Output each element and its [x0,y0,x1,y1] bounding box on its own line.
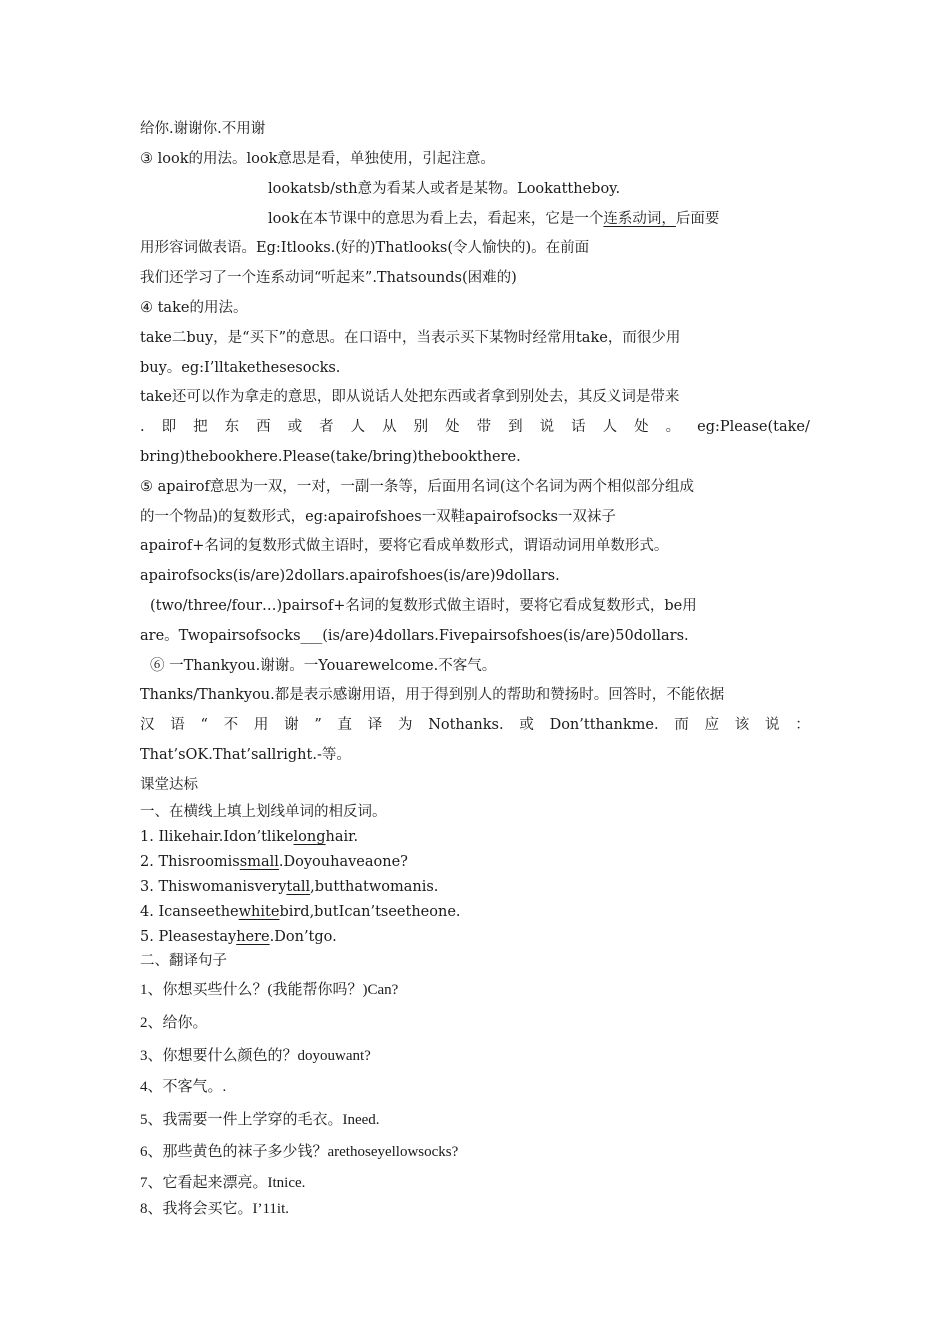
text-token: 为 [397,717,413,733]
text-line: 的一个物品)的复数形式，eg:apairofshoes一双鞋apairofsocks一双袜子 [140,509,616,525]
text-token: 别 [413,419,429,435]
underlined-word: long [293,829,326,845]
text-line: ③ look的用法。look意思是看，单独使用，引起注意。 [140,151,495,167]
text-span: hair. [325,829,359,845]
text-line: (two/three/four…)pairsof+名词的复数形式做主语时，要将它看成复数形式，be用 [150,598,697,614]
text-token: 人 [602,419,618,435]
text-token: 到 [508,419,523,435]
section-heading: 课堂达标 [140,777,198,793]
text-span: ,butthatwomanis. [310,879,439,895]
underlined-word: white [238,904,280,920]
text-token: 汉 [140,717,155,733]
translation-item: 5、我需要一件上学穿的毛衣。Ineed. [140,1112,380,1128]
text-span: bird,butIcan’tseetheone. [279,904,461,920]
text-span: 5. Pleasestay [140,929,237,945]
underlined-word: tall [286,879,311,895]
exercise-item [140,927,810,947]
text-line: are。Twopairsofsocks___(is/are)4dollars.Fivepairsofshoes(is/are)50dollars. [140,628,689,644]
text-line: That’sOK.That’sallright.-等。 [140,747,351,763]
text-token: 谢 [284,717,299,733]
text-token: 人 [350,419,366,435]
text-token: 应 [704,717,720,733]
translation-item: 3、你想要什么颜色的？doyouwant? [140,1048,371,1064]
text-line: take二buy，是“买下”的意思。在口语中，当表示买下某物时经常用take，而很少用 [140,330,681,346]
underlined-word: small [239,854,279,870]
text-line: bring)thebookhere.Please(take/bring)thebookthere. [140,449,521,465]
text-token: 者 [319,419,334,435]
exercise-item [140,877,810,897]
text-line: take还可以作为拿走的意思，即从说话人处把东西或者拿到别处去，其反义词是带来 [140,389,680,405]
translation-item: 8、我将会买它。I’11it. [140,1201,290,1217]
text-token: eg:Please(take/ [697,419,810,435]
exercise-item [140,902,810,922]
text-line: apairof+名词的复数形式做主语时，要将它看成单数形式，谓语动词用单数形式。 [140,538,669,554]
text-line: lookatsb/sth意为看某人或者是某物。Lookattheboy. [268,181,621,197]
exercise-item [140,827,810,847]
text-token: 处 [445,419,460,435]
text-line: apairofsocks(is/are)2dollars.apairofshoes(is/are)9dollars. [140,568,560,584]
translation-item: 4、不客气。. [140,1079,227,1095]
text-line: buy。eg:I’lltakethesesocks. [140,360,341,376]
text-token: 说 [539,419,555,435]
text-span: .Don’tgo. [269,929,337,945]
text-token: 东 [224,419,240,435]
text-span: 2. Thisroomis [140,854,240,870]
text-token: Don’tthankme. [549,717,659,733]
text-span: 后面要 [675,211,720,227]
text-token: 即 [161,419,177,435]
text-token: ： [795,717,810,733]
exercise-instruction: 一、在横线上填上划线单词的相反词。 [140,804,387,820]
text-line: ⑥ 一Thankyou.谢谢。一Youarewelcome.不客气。 [150,658,497,674]
text-token: “ [200,717,208,733]
text-token: 说 [765,717,780,733]
text-line: 给你.谢谢你.不用谢 [140,121,266,137]
text-line: 用形容词做表语。Eg:Itlooks.(好的)Thatlooks(令人愉快的)。在前面 [140,240,590,256]
exercise-instruction: 二、翻译句子 [140,953,227,969]
text-token: Nothanks. [428,717,504,733]
text-token: 带 [476,419,492,435]
text-line: 我们还学习了一个连系动词“听起来”.Thatsounds(困难的) [140,270,517,286]
text-token: 而 [674,717,689,733]
text-token: 或 [287,419,303,435]
text-span: 4. Icanseethe [140,904,239,920]
text-span: look在本节课中的意思为看上去，看起来，它是一个 [268,211,604,227]
text-token: 不 [223,717,239,733]
underlined-term: 连系动词， [603,211,676,227]
justified-line [140,417,810,437]
translation-item: 6、那些黄色的袜子多少钱？arethoseyellowsocks? [140,1144,459,1160]
translation-item: 2、给你。 [140,1015,208,1031]
justified-line [140,715,810,735]
exercise-item [140,852,810,872]
text-token: 处 [634,419,649,435]
text-token: . [140,419,145,435]
text-line: ⑤ apairof意思为一双，一对，一副一条等，后面用名词(这个名词为两个相似部分组成 [140,479,694,495]
text-token: 直 [337,717,352,733]
text-token: 从 [382,419,397,435]
text-token: 把 [193,419,208,435]
text-span: .Doyouhaveaone? [278,854,408,870]
text-span: 3. Thiswomanisvery [140,879,287,895]
text-line [268,209,810,229]
text-token: 或 [519,717,534,733]
text-token: 西 [256,419,271,435]
text-line: ④ take的用法。 [140,300,248,316]
text-token: 。 [665,419,681,435]
text-token: 话 [571,419,586,435]
translation-item: 7、它看起来漂亮。Itnice. [140,1175,306,1191]
text-token: ” [314,717,322,733]
text-span: 1. Ilikehair.Idon’tlike [140,829,294,845]
text-line: Thanks/Thankyou.都是表示感谢用语，用于得到别人的帮助和赞扬时。回答时，不能依据 [140,687,725,703]
underlined-word: here [236,929,270,945]
text-token: 该 [734,717,750,733]
text-token: 译 [367,717,383,733]
translation-item: 1、你想买些什么？(我能帮你吗？)Can? [140,982,399,998]
text-token: 用 [253,717,269,733]
text-token: 语 [170,717,185,733]
